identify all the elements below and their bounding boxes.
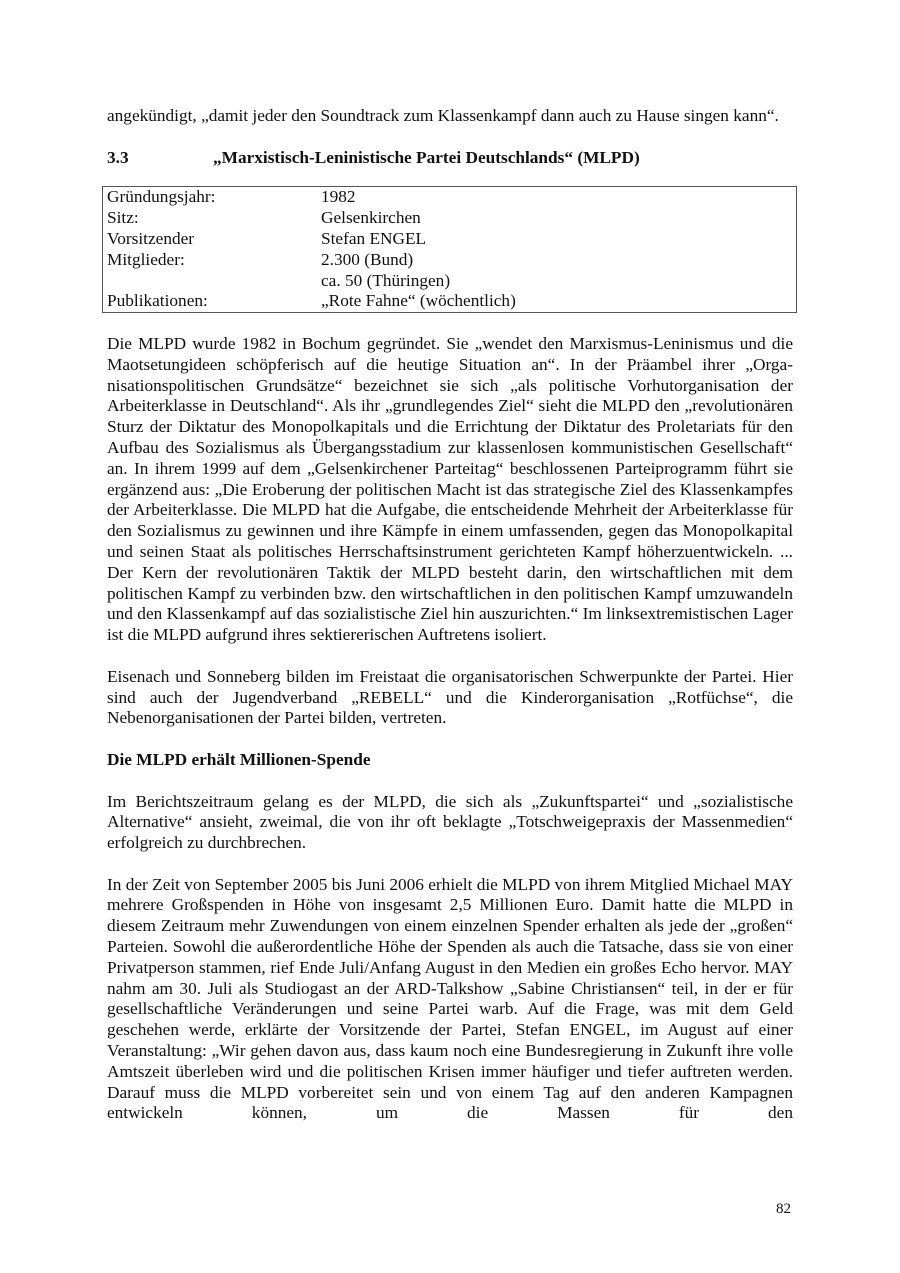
body-paragraph: Eisenach und Sonneberg bilden im Freistaat die organisatorischen Schwerpunkte der Partei. Hier sind auch der Jugendverband „REBELL“ und die Kinderorganisation „Rotfüchse“, die Nebenorganisationen der Partei bilden, vertreten. <box>107 666 793 728</box>
chair-value: Stefan ENGEL <box>321 228 427 248</box>
section-number: 3.3 <box>107 147 129 167</box>
seat-label: Sitz: <box>107 208 139 228</box>
body-paragraph: Im Berichtszeitraum gelang es der MLPD, die sich als „Zukunftspartei“ und „sozialistische Alternative“ ansieht, zweimal, die von ihr oft beklagte „Totschweigepraxis der Massenmedien“ erfolgreich zu durchbrechen. <box>107 791 793 853</box>
publications-value: „Rote Fahne“ (wöchentlich) <box>321 291 516 311</box>
body-paragraph: In der Zeit von September 2005 bis Juni 2006 erhielt die MLPD von ihrem Mitglied Michael MAY mehrere Großspenden in Höhe von insgesamt 2,5 Millionen Euro. Damit hatte die MLPD in diesem Zeitraum mehr Zuwendungen von einem einzelnen Spender erhalten als jede der „großen“ Parteien. Sowohl die außerordentliche Höhe der Spenden als auch die Tatsache, dass sie von einer Privatperson stammen, rief Ende Juli/Anfang August in den Medien ein großes Echo hervor. MAY nahm am 30. Juli als Studiogast an der ARD-Talkshow „Sabine Christiansen“ teil, in der er für gesellschaftliche Veränderungen und seine Partei warb. Auf die Frage, was mit dem Geld geschehen werde, erklärte der Vorsitzende der Partei, Stefan ENGEL, im August auf einer Veranstaltung: „Wir gehen davon aus, dass kaum noch eine Bundesregierung in Zukunft ihre volle Amtszeit überleben wird und die politischen Krisen immer häufiger und tiefer auftreten werden. Darauf muss die MLPD vorbereitet sein und von einem Tag auf den anderen Kampagnen entwickeln können, um die Massen für den <box>107 874 793 1123</box>
intro-paragraph: angekündigt, „damit jeder den Soundtrack zum Klassenkampf dann auch zu Hause singen kann“. <box>107 106 779 125</box>
party-facts-table <box>102 186 797 313</box>
section-title: „Marxistisch-Leninistische Partei Deutschlands“ (MLPD) <box>213 147 640 167</box>
table-row <box>103 208 797 229</box>
table-row <box>103 291 797 312</box>
table-row <box>103 187 797 208</box>
table-row <box>103 250 797 271</box>
section-heading <box>107 148 793 169</box>
document-page <box>107 106 793 1124</box>
table-row <box>103 229 797 250</box>
members-value-state: ca. 50 (Thüringen) <box>321 270 451 290</box>
chair-label: Vorsitzender <box>107 228 195 248</box>
founding-label: Gründungsjahr: <box>107 187 216 207</box>
seat-value: Gelsenkirchen <box>321 208 421 228</box>
table-row <box>103 271 797 292</box>
subheading: Die MLPD erhält Millionen-Spende <box>107 749 371 769</box>
publications-label: Publikationen: <box>107 291 208 311</box>
page-number: 82 <box>776 1201 791 1217</box>
founding-value: 1982 <box>321 187 356 207</box>
body-paragraph: Die MLPD wurde 1982 in Bochum gegründet. Sie „wendet den Marxismus-Leninismus und die Maotsetungideen schöpferisch auf die heutige Situation an“. In der Präambel ihrer „Organisationspolitischen Grundsätze“ bezeichnet sie sich „als politische Vorhutorganisation der Arbeiterklasse in Deutschland“. Als ihr „grundlegendes Ziel“ sieht die MLPD den „revolutionären Sturz der Diktatur des Monopolkapitals und die Errichtung der Diktatur des Proletariats für den Aufbau des Sozialismus als Übergangsstadium zur klassenlosen kommunistischen Gesellschaft“ an. In ihrem 1999 auf dem „Gelsenkirchener Parteitag“ beschlossenen Parteiprogramm führt sie ergänzend aus: „Die Eroberung der politischen Macht ist das strategische Ziel des Klassenkampfes der Arbeiterklasse. Die MLPD hat die Aufgabe, die entscheidende Mehrheit der Arbeiterklasse für den Sozialismus zu gewinnen und ihre Kämpfe in einem umfassenden, gegen das Monopolkapital und seinen Staat als politisches Herrschaftsinstrument gerichteten Kampf höherzuentwickeln. ... Der Kern der revolutionären Taktik der MLPD besteht darin, den wirtschaftlichen mit dem politischen Kampf zu verbinden bzw. den wirtschaftlichen in den politischen Kampf umzuwandeln und den Klassenkampf auf das sozialistische Ziel hin auszurichten.“ Im linksextremistischen Lager ist die MLPD aufgrund ihres sektiererischen Auftretens isoliert. <box>107 333 793 645</box>
members-label: Mitglieder: <box>107 249 185 269</box>
members-value-federal: 2.300 (Bund) <box>321 249 414 269</box>
